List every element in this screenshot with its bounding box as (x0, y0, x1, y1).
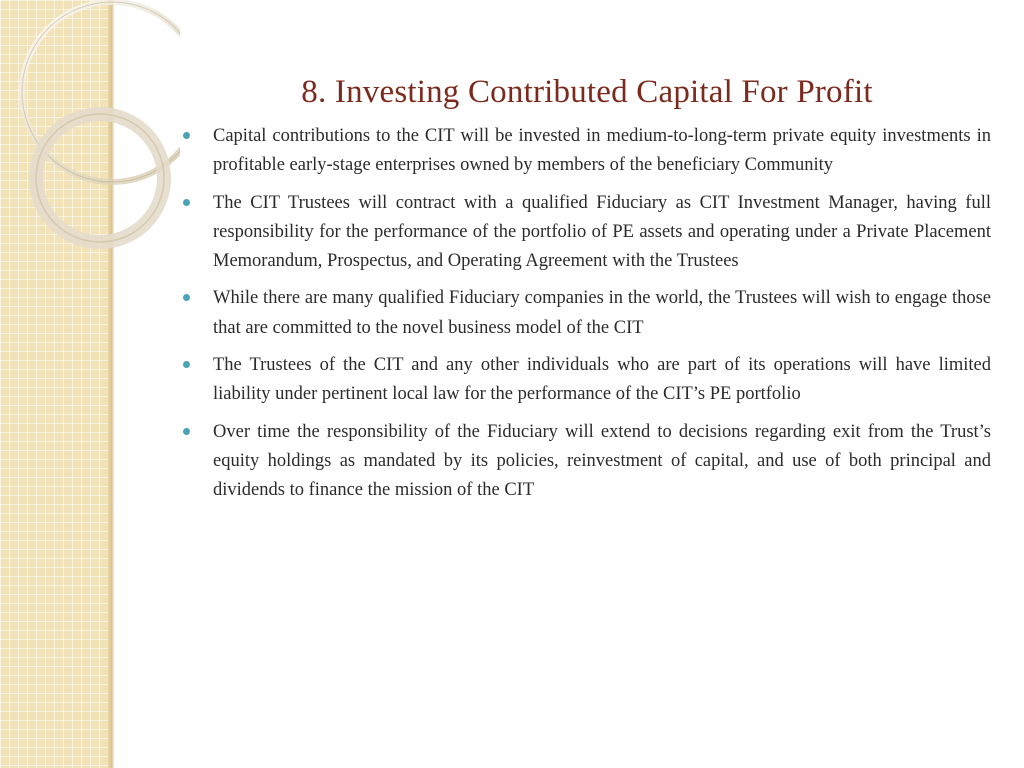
bullet-text: The Trustees of the CIT and any other individuals who are part of its operations will have limited liability under pertinent local law for the performance of the CIT’s PE portfolio (213, 355, 991, 405)
slide-title: 8. Investing Contributed Capital For Profit (301, 74, 873, 110)
decorative-rings-graphic (0, 0, 180, 260)
bullet-item (183, 189, 991, 277)
bullet-text: Capital contributions to the CIT will be invested in medium-to-long-term private equity investments in profitable early-stage enterprises owned by members of the beneficiary Community (213, 126, 991, 176)
bullet-dot-icon (183, 132, 190, 139)
bullet-list (183, 122, 991, 506)
bullet-dot-icon (183, 361, 190, 368)
bullet-dot-icon (183, 199, 190, 206)
bullet-dot-icon (183, 428, 190, 435)
bullet-text: While there are many qualified Fiduciary companies in the world, the Trustees will wish to engage those that are committed to the novel business model of the CIT (213, 288, 991, 338)
bullet-item (183, 351, 991, 410)
bullet-item (183, 418, 991, 506)
bullet-item (183, 284, 991, 343)
bullet-dot-icon (183, 294, 190, 301)
slide-content (183, 0, 991, 514)
bullet-text: The CIT Trustees will contract with a qualified Fiduciary as CIT Investment Manager, having full responsibility for the performance of the portfolio of PE assets and operating under a Private Placement Memorandum, Prospectus, and Operating Agreement with the Trustees (213, 192, 991, 272)
bullet-item (183, 122, 991, 181)
bullet-text: Over time the responsibility of the Fiduciary will extend to decisions regarding exit from the Trust’s equity holdings as mandated by its policies, reinvestment of capital, and use of both principal and dividends to finance the mission of the CIT (213, 421, 991, 501)
